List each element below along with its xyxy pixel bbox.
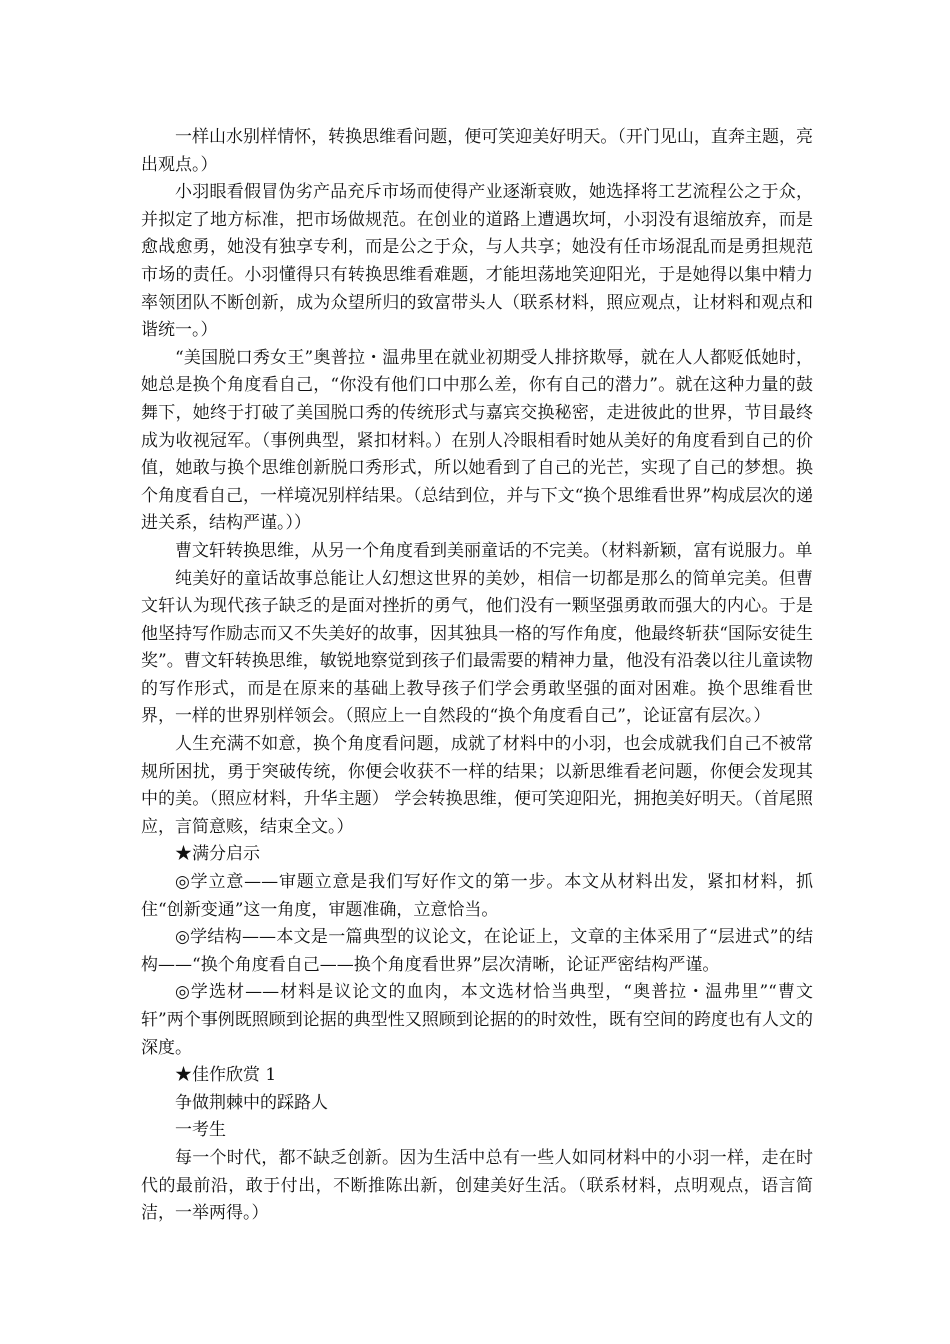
paragraph-intro-thesis: 一样山水别样情怀，转换思维看问题，便可笑迎美好明天。（开门见山，直奔主题，亮出观点。） (141, 127, 813, 175)
paragraph-conclusion: 人生充满不如意，换个角度看问题，成就了材料中的小羽，也会成就我们自己不被常规所困扰，勇于突破传统，你便会收获不一样的结果；以新思维看老问题，你便会发现其中的美。（照应材料，升华主题） 学会转换思维，便可笑迎阳光，拥抱美好明天。（首尾照应，言简意赅，结束全文。） (141, 734, 813, 837)
article-body (141, 124, 813, 1228)
tip-material: ◎学选材——材料是议论文的血肉，本文选材恰当典型，“奥普拉・温弗里”“曹文轩”两个事例既照顾到论据的典型性又照顾到论据的的时效性，既有空间的跨度也有人文的深度。 (141, 982, 813, 1058)
essay-first-paragraph: 每一个时代，都不缺乏创新。因为生活中总有一些人如同材料中的小羽一样，走在时代的最前沿，敢于付出，不断推陈出新，创建美好生活。（联系材料，点明观点，语言简洁，一举两得。） (141, 1147, 813, 1224)
section-heading-full-score: ★满分启示 (175, 844, 260, 865)
tip-structure: ◎学结构——本文是一篇典型的议论文，在论证上，文章的主体采用了“层进式”的结构——“换个角度看自己——换个角度看世界”层次清晰，论证严密结构严谨。 (141, 927, 813, 975)
paragraph-xiaoyu-example: 小羽眼看假冒伪劣产品充斥市场而使得产业逐渐衰败，她选择将工艺流程公之于众，并拟定了地方标准，把市场做规范。在创业的道路上遭遇坎坷，小羽没有退缩放弃，而是愈战愈勇，她没有独享专利，而是公之于众，与人共享；她没有任市场混乱而是勇担规范市场的责任。小羽懂得只有转换思维看难题，才能坦荡地笑迎阳光，于是她得以集中精力率领团队不断创新，成为众望所归的致富带头人（联系材料，照应观点，让材料和观点和谐统一。） (141, 182, 813, 341)
paragraph-oprah-example: “美国脱口秀女王”奥普拉・温弗里在就业初期受人排挤欺辱，就在人人都贬低她时，她总是换个角度看自己，“你没有他们口中那么差，你有自己的潜力”。就在这种力量的鼓舞下，她终于打破了美国脱口秀的传统形式与嘉宾交换秘密，走进彼此的世界，节目最终成为收视冠军。（事例典型，紧扣材料。）在别人冷眼相看时她从美好的角度看到自己的价值，她敢与换个思维创新脱口秀形式，所以她看到了自己的光芒，实现了自己的梦想。换个角度看自己，一样境况别样结果。（总结到位，并与下文“换个思维看世界”构成层次的递进关系，结构严谨。）） (141, 347, 813, 534)
paragraph-caowenxuan-intro: 曹文轩转换思维，从另一个角度看到美丽童话的不完美。（材料新颖，富有说服力。单 (175, 540, 813, 561)
section-heading-appreciation: ★佳作欣赏 1 (175, 1065, 277, 1086)
paragraph-caowenxuan-detail: 纯美好的童话故事总能让人幻想这世界的美妙，相信一切都是那么的简单完美。但曹文轩认为现代孩子缺乏的是面对挫折的勇气，他们没有一颗坚强勇敢而强大的内心。于是他坚持写作励志而又不失美好的故事，因其独具一格的写作角度，他最终斩获“国际安徒生奖”。曹文轩转换思维，敏锐地察觉到孩子们最需要的精神力量，他没有沿袭以往儿童读物的写作形式，而是在原来的基础上教导孩子们学会勇敢坚强的面对困难。换个思维看世界，一样的世界别样领会。（照应上一自然段的“换个角度看自己”，论证富有层次。） (141, 568, 813, 727)
tip-intent: ◎学立意——审题立意是我们写好作文的第一步。本文从材料出发，紧扣材料，抓住“创新变通”这一角度，审题准确，立意恰当。 (141, 872, 813, 920)
essay-author: 一考生 (175, 1120, 226, 1141)
essay-title: 争做荆棘中的踩路人 (175, 1092, 328, 1113)
